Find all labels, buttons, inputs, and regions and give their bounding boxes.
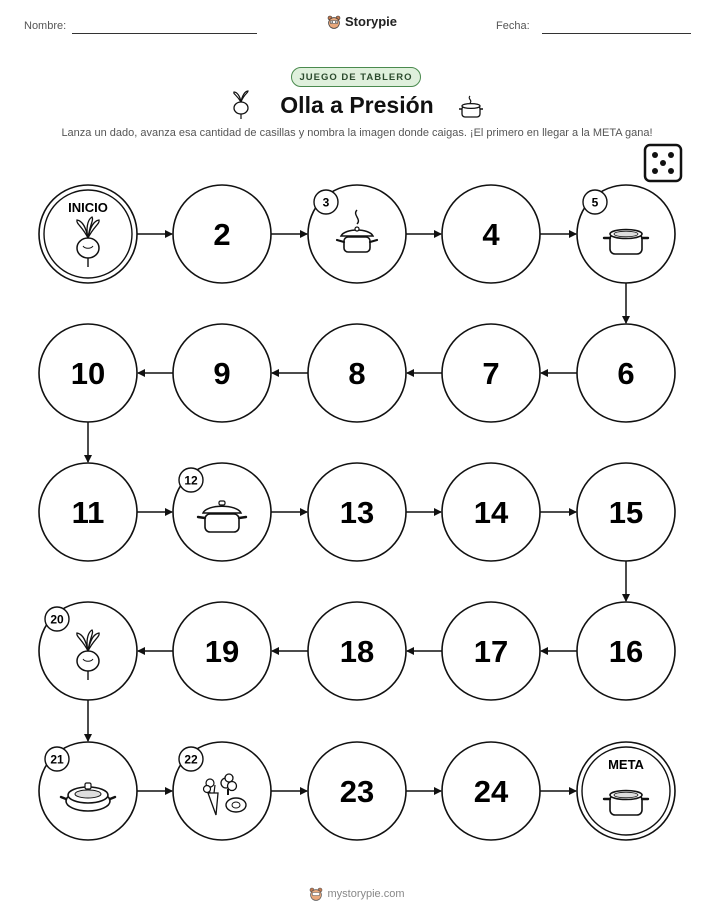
name-label: Nombre: [24, 20, 67, 32]
board-space [308, 185, 406, 283]
footer-url: mystorypie.com [327, 888, 405, 900]
instructions: Lanza un dado, avanza esa cantidad de casillas y nombra la imagen donde caigas. ¡El primero en llegar a la META gana! [61, 127, 653, 139]
date-label: Fecha: [496, 20, 530, 32]
space-number: 3 [322, 195, 330, 210]
space-number: 12 [184, 473, 198, 488]
board-space [442, 185, 540, 283]
space-number: 16 [608, 634, 644, 669]
space-number: 9 [213, 356, 231, 391]
space-number: 10 [70, 356, 106, 391]
space-number: 4 [482, 217, 500, 252]
board-space [577, 463, 675, 561]
board-space [39, 602, 137, 700]
brand-name: Storypie [345, 14, 398, 29]
space-number: 20 [50, 612, 64, 627]
board-space [442, 742, 540, 840]
board-space [577, 324, 675, 422]
board-space [173, 185, 271, 283]
board-space [173, 602, 271, 700]
space-number: 24 [473, 774, 509, 809]
board-space [442, 324, 540, 422]
board-space [442, 602, 540, 700]
space-number: 7 [482, 356, 500, 391]
board-space [308, 602, 406, 700]
board-space [577, 185, 675, 283]
space-number: 13 [339, 495, 375, 530]
game-type-tag: JUEGO DE TABLERO [291, 67, 421, 87]
board-space [39, 742, 137, 840]
board-space [308, 324, 406, 422]
board-space [39, 324, 137, 422]
page-title: Olla a Presión [280, 92, 434, 118]
pot-icon [604, 791, 648, 816]
space-number: 15 [608, 495, 644, 530]
space-number: 14 [473, 495, 509, 530]
space-number: 18 [339, 634, 375, 669]
space-number: 19 [204, 634, 240, 669]
mascot-icon [309, 887, 323, 901]
footer [0, 887, 714, 901]
space-number: 11 [71, 495, 105, 530]
space-number: 17 [473, 634, 509, 669]
space-number: 21 [50, 752, 64, 767]
space-number: 22 [184, 752, 198, 767]
space-number: 5 [591, 195, 599, 210]
board-space [39, 463, 137, 561]
space-number: 8 [348, 356, 366, 391]
space-label: META [608, 757, 644, 772]
space-number: 2 [213, 217, 231, 252]
space-label: INICIO [68, 200, 108, 215]
board-space [577, 742, 675, 840]
board-space [577, 602, 675, 700]
board-space [308, 742, 406, 840]
board-space [173, 463, 271, 561]
board-space [308, 463, 406, 561]
board-space [442, 463, 540, 561]
board-space [39, 185, 137, 283]
board-space [173, 742, 271, 840]
pot-icon [604, 230, 648, 255]
space-number: 23 [339, 774, 375, 809]
board-space [173, 324, 271, 422]
space-number: 6 [617, 356, 635, 391]
